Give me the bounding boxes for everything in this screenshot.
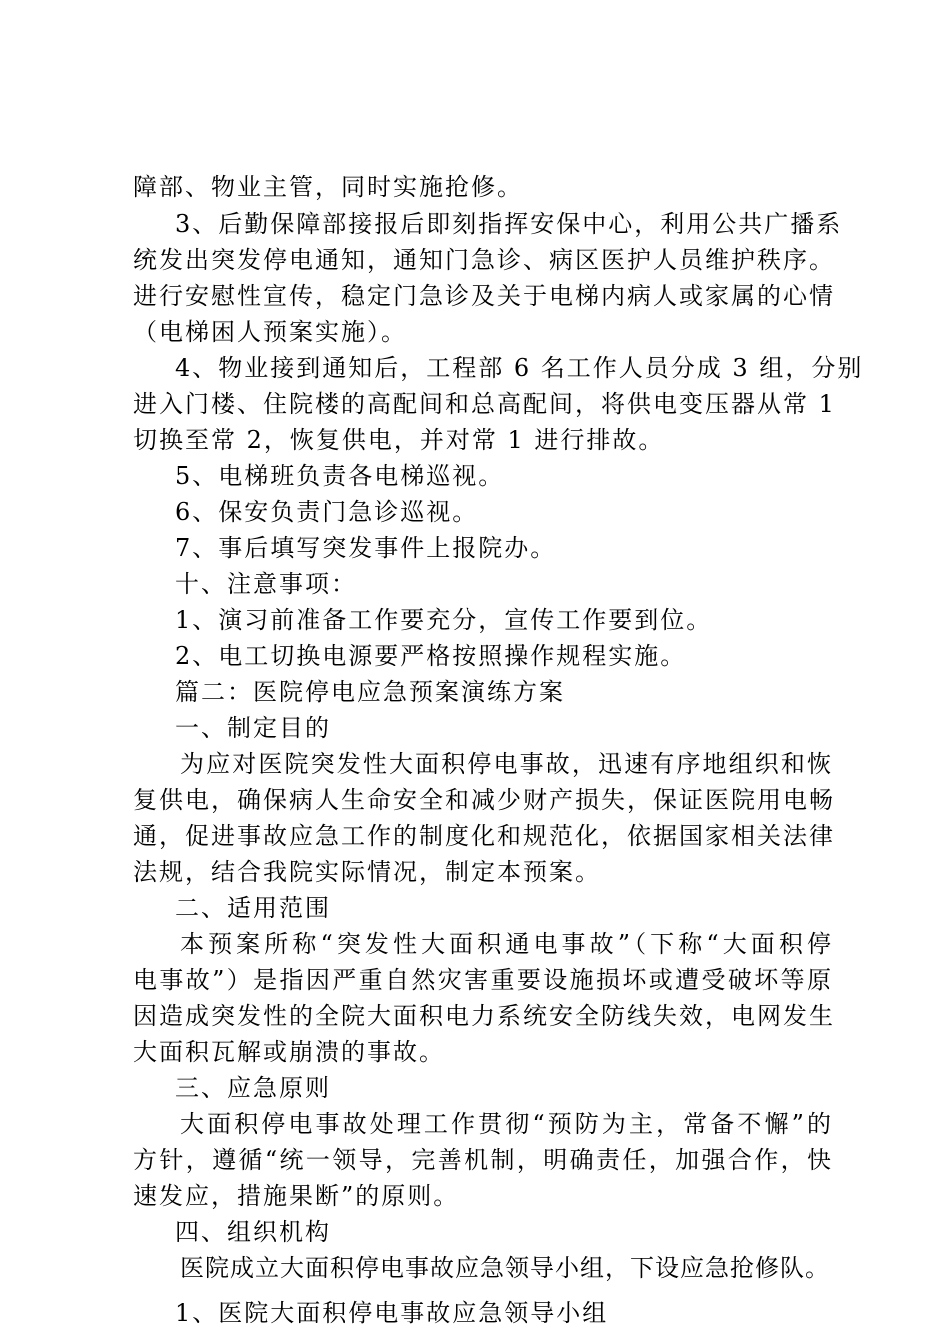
text-line: 1、演习前准备工作要充分，宣传工作要到位。: [175, 606, 713, 634]
text-line: 2、电工切换电源要严格按照操作规程实施。: [175, 642, 687, 670]
text-line: 通，促进事故应急工作的制度化和规范化，依据国家相关法律: [133, 822, 835, 850]
text-line: 速发应，措施果断”的原则。: [133, 1182, 460, 1210]
text-line: 电事故”）是指因严重自然灾害重要设施损坏或遭受破坏等原: [133, 966, 833, 994]
text-line: 统发出突发停电通知，通知门急诊、病区医护人员维护秩序。: [133, 246, 835, 274]
text-line: 复供电，确保病人生命安全和减少财产损失，保证医院用电畅: [133, 786, 835, 814]
text-line: 6、保安负责门急诊巡视。: [175, 498, 479, 526]
subsection-heading: 1、医院大面积停电事故应急领导小组: [175, 1299, 609, 1327]
text-line: 切换至常 2，恢复供电，并对常 1 进行排故。: [133, 426, 665, 454]
text-line: 5、电梯班负责各电梯巡视。: [175, 462, 505, 490]
text-line: 为应对医院突发性大面积停电事故，迅速有序地组织和恢: [180, 750, 833, 778]
text-line: 进行安慰性宣传，稳定门急诊及关于电梯内病人或家属的心情: [133, 282, 835, 310]
text-line: 7、事后填写突发事件上报院办。: [175, 534, 557, 562]
text-line: 障部、物业主管，同时实施抢修。: [133, 173, 523, 201]
text-line: 医院成立大面积停电事故应急领导小组，下设应急抢修队。: [180, 1254, 830, 1282]
text-line: 本预案所称“突发性大面积通电事故”（下称“大面积停: [180, 930, 833, 958]
section-heading: 二、适用范围: [175, 894, 331, 922]
chapter-heading: 篇二：医院停电应急预案演练方案: [175, 678, 565, 706]
section-heading: 四、组织机构: [175, 1218, 331, 1246]
text-line: 法规，结合我院实际情况，制定本预案。: [133, 858, 601, 886]
section-heading: 三、应急原则: [175, 1074, 331, 1102]
text-line: 大面积瓦解或崩溃的事故。: [133, 1038, 445, 1066]
text-line: （电梯困人预案实施）。: [133, 318, 407, 346]
section-heading: 十、注意事项：: [175, 570, 357, 598]
text-line: 4、物业接到通知后，工程部 6 名工作人员分成 3 组，分别: [175, 354, 864, 382]
text-line: 3、后勤保障部接报后即刻指挥安保中心，利用公共广播系: [175, 210, 843, 238]
text-line: 进入门楼、住院楼的高配间和总高配间，将供电变压器从常 1: [133, 390, 836, 418]
text-line: 方针，遵循“统一领导，完善机制，明确责任，加强合作，快: [133, 1146, 833, 1174]
text-line: 因造成突发性的全院大面积电力系统安全防线失效，电网发生: [133, 1002, 835, 1030]
text-line: 大面积停电事故处理工作贯彻“预防为主，常备不懈”的: [180, 1110, 833, 1138]
section-heading: 一、制定目的: [175, 714, 331, 742]
